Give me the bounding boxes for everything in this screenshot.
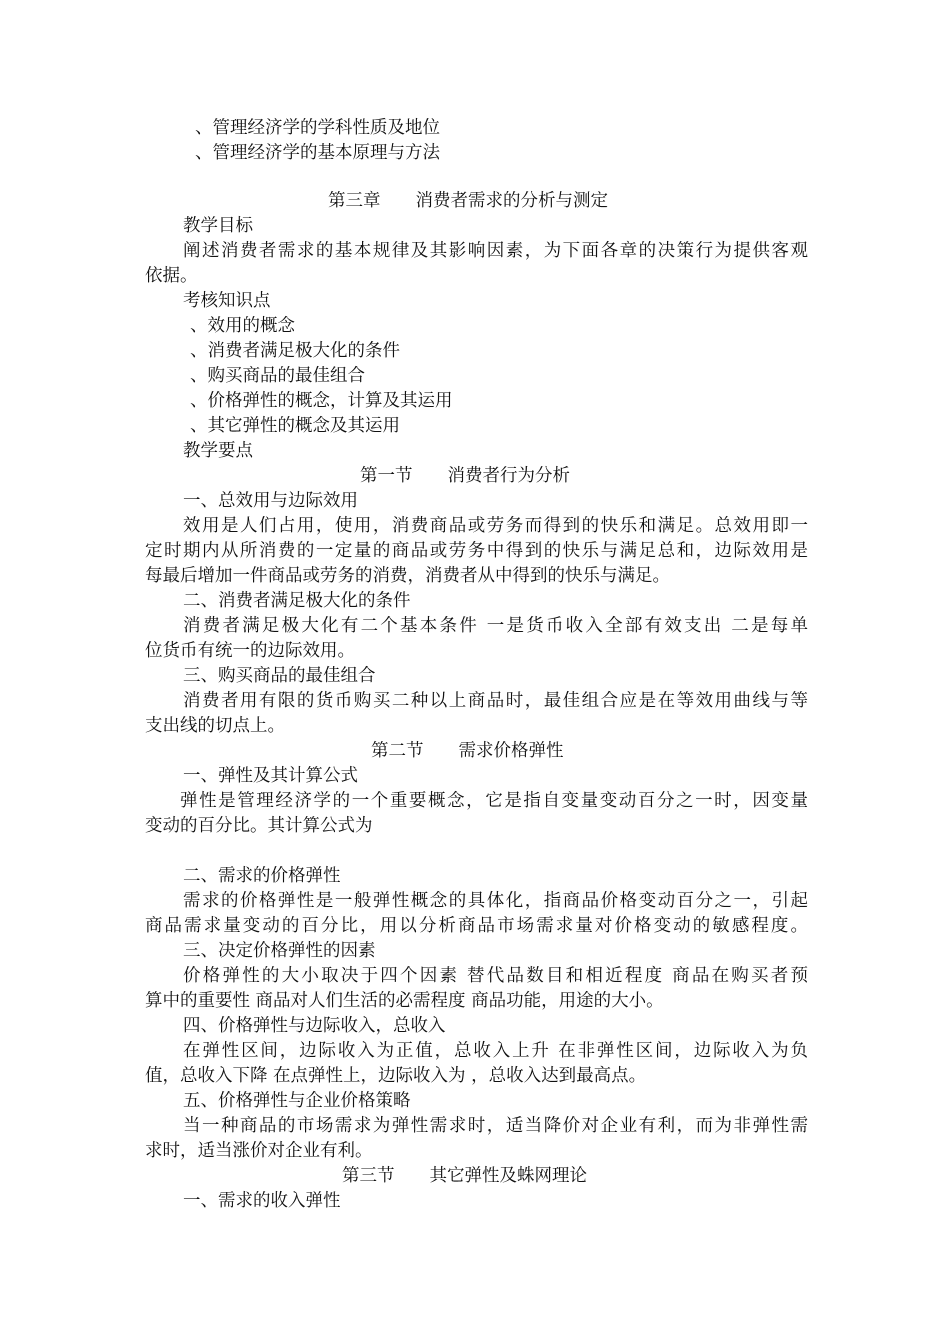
assessment-label: 考核知识点: [183, 291, 271, 311]
subheading: 一、弹性及其计算公式: [183, 766, 358, 786]
paragraph-line: 需求的价格弹性是一般弹性概念的具体化，指商品价格变动百分之一，引起: [183, 891, 808, 911]
paragraph-line: 支出线的切点上。: [145, 716, 285, 736]
paragraph-line: 弹性是管理经济学的一个重要概念，它是指自变量变动百分之一时，因变量: [180, 791, 808, 811]
assessment-item: 、购买商品的最佳组合: [190, 366, 365, 386]
intro-item-2: 、管理经济学的基本原理与方法: [195, 143, 440, 163]
paragraph-line: 定时期内从所消费的一定量的商品或劳务中得到的快乐与满足总和，边际效用是: [145, 541, 808, 561]
chapter-title: 第三章 消费者需求的分析与测定: [328, 191, 608, 211]
section-title: 第一节 消费者行为分析: [360, 466, 570, 486]
subheading: 三、购买商品的最佳组合: [183, 666, 376, 686]
paragraph-line: 位货币有统一的边际效用。: [145, 641, 355, 661]
subheading: 二、消费者满足极大化的条件: [183, 591, 411, 611]
paragraph-line: 值，总收入下降 在点弹性上，边际收入为 ，总收入达到最高点。: [145, 1066, 647, 1086]
paragraph-line: 效用是人们占用，使用，消费商品或劳务而得到的快乐和满足。总效用即一: [183, 516, 808, 536]
paragraph-line: 当一种商品的市场需求为弹性需求时，适当降价对企业有利，而为非弹性需: [183, 1116, 808, 1136]
subheading: 三、决定价格弹性的因素: [183, 941, 376, 961]
teaching-goal-label: 教学目标: [183, 216, 253, 236]
subheading: 一、总效用与边际效用: [183, 491, 358, 511]
paragraph-line: 消费者用有限的货币购买二种以上商品时，最佳组合应是在等效用曲线与等: [183, 691, 808, 711]
teaching-goal-text-line: 阐述消费者需求的基本规律及其影响因素，为下面各章的决策行为提供客观: [183, 241, 808, 261]
subheading: 四、价格弹性与边际收入，总收入: [183, 1016, 446, 1036]
assessment-item: 、效用的概念: [190, 316, 295, 336]
assessment-item: 、价格弹性的概念，计算及其运用: [190, 391, 453, 411]
paragraph-line: 在弹性区间，边际收入为正值，总收入上升 在非弹性区间，边际收入为负: [183, 1041, 808, 1061]
paragraph-line: 算中的重要性 商品对人们生活的必需程度 商品功能，用途的大小。: [145, 991, 664, 1011]
subheading: 一、需求的收入弹性: [183, 1191, 341, 1211]
paragraph-line: 消费者满足极大化有二个基本条件 一是货币收入全部有效支出 二是每单: [183, 616, 808, 636]
paragraph-line: 商品需求量变动的百分比，用以分析商品市场需求量对价格变动的敏感程度。: [145, 916, 808, 936]
subheading: 五、价格弹性与企业价格策略: [183, 1091, 411, 1111]
paragraph-line: 每最后增加一件商品或劳务的消费，消费者从中得到的快乐与满足。: [145, 566, 670, 586]
assessment-item: 、其它弹性的概念及其运用: [190, 416, 400, 436]
assessment-item: 、消费者满足极大化的条件: [190, 341, 400, 361]
intro-item-1: 、管理经济学的学科性质及地位: [195, 118, 440, 138]
section-title: 第三节 其它弹性及蛛网理论: [342, 1166, 587, 1186]
subheading: 二、需求的价格弹性: [183, 866, 341, 886]
paragraph-line: 变动的百分比。其计算公式为: [145, 816, 373, 836]
paragraph-line: 价格弹性的大小取决于四个因素 替代品数目和相近程度 商品在购买者预: [183, 966, 808, 986]
paragraph-line: 求时，适当涨价对企业有利。: [145, 1141, 373, 1161]
teaching-goal-text-line: 依据。: [145, 266, 198, 286]
section-title: 第二节 需求价格弹性: [371, 741, 564, 761]
teaching-points-label: 教学要点: [183, 441, 253, 461]
